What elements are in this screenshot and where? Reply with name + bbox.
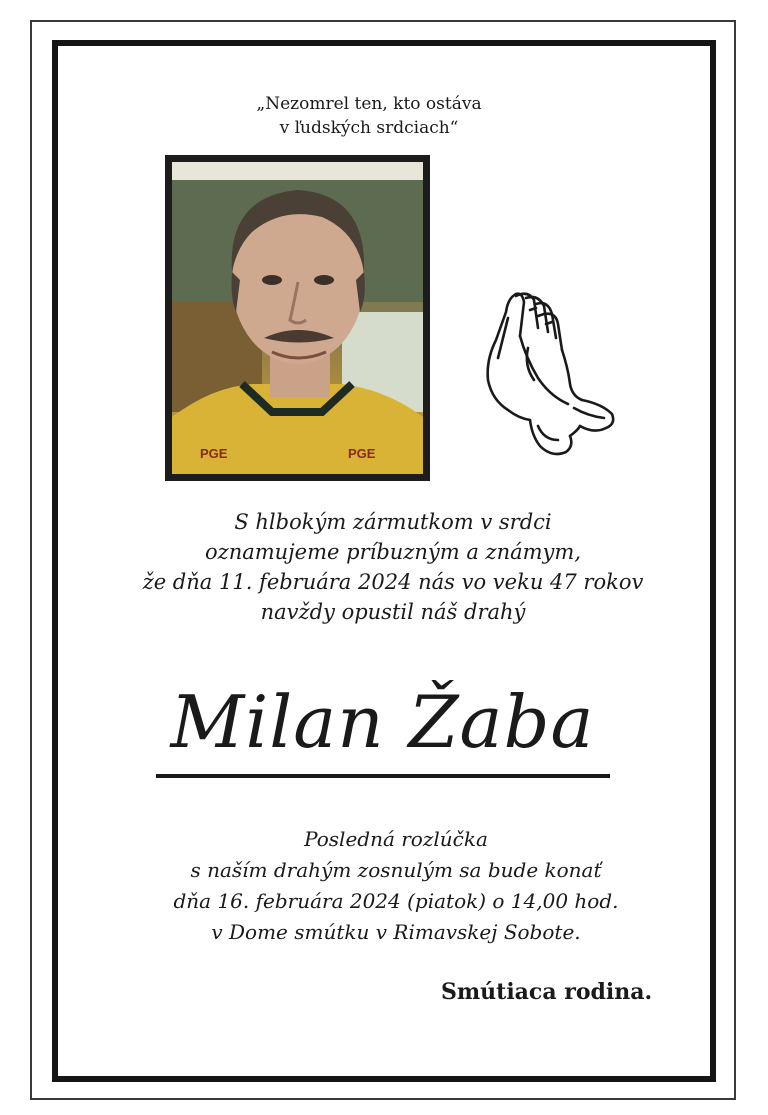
praying-hands-icon (478, 288, 618, 466)
funeral-line-2: s naším drahým zosnulým sa bude konať (190, 858, 602, 882)
motto-line-2: v ľudských srdciach“ (279, 118, 459, 138)
funeral-details (0, 824, 768, 948)
name-underline (156, 774, 610, 778)
funeral-line-1: Posledná rozlúčka (304, 827, 488, 851)
funeral-line-3: dňa 16. februára 2024 (piatok) o 14,00 hod. (173, 889, 619, 913)
motto-line-1: „Nezomrel ten, kto ostáva (256, 94, 482, 114)
family-signature: Smútiaca rodina. (441, 979, 653, 1005)
portrait-frame (165, 155, 430, 481)
announcement-line-3: že dňa 11. februára 2024 nás vo veku 47 rokov (142, 570, 644, 594)
motto-quote (0, 92, 768, 140)
announcement-text (0, 507, 768, 627)
funeral-line-4: v Dome smútku v Rimavskej Sobote. (211, 920, 581, 944)
announcement-line-2: oznamujeme príbuzným a známym, (204, 540, 582, 564)
jersey-logo-right: PGE (348, 446, 376, 461)
portrait-photo (172, 162, 423, 474)
deceased-name: Milan Žaba (170, 680, 595, 764)
portrait-illustration (172, 162, 423, 474)
jersey-logo-left: PGE (200, 446, 228, 461)
announcement-line-4: navždy opustil náš drahý (260, 600, 526, 624)
announcement-line-1: S hlbokým zármutkom v srdci (234, 510, 552, 534)
